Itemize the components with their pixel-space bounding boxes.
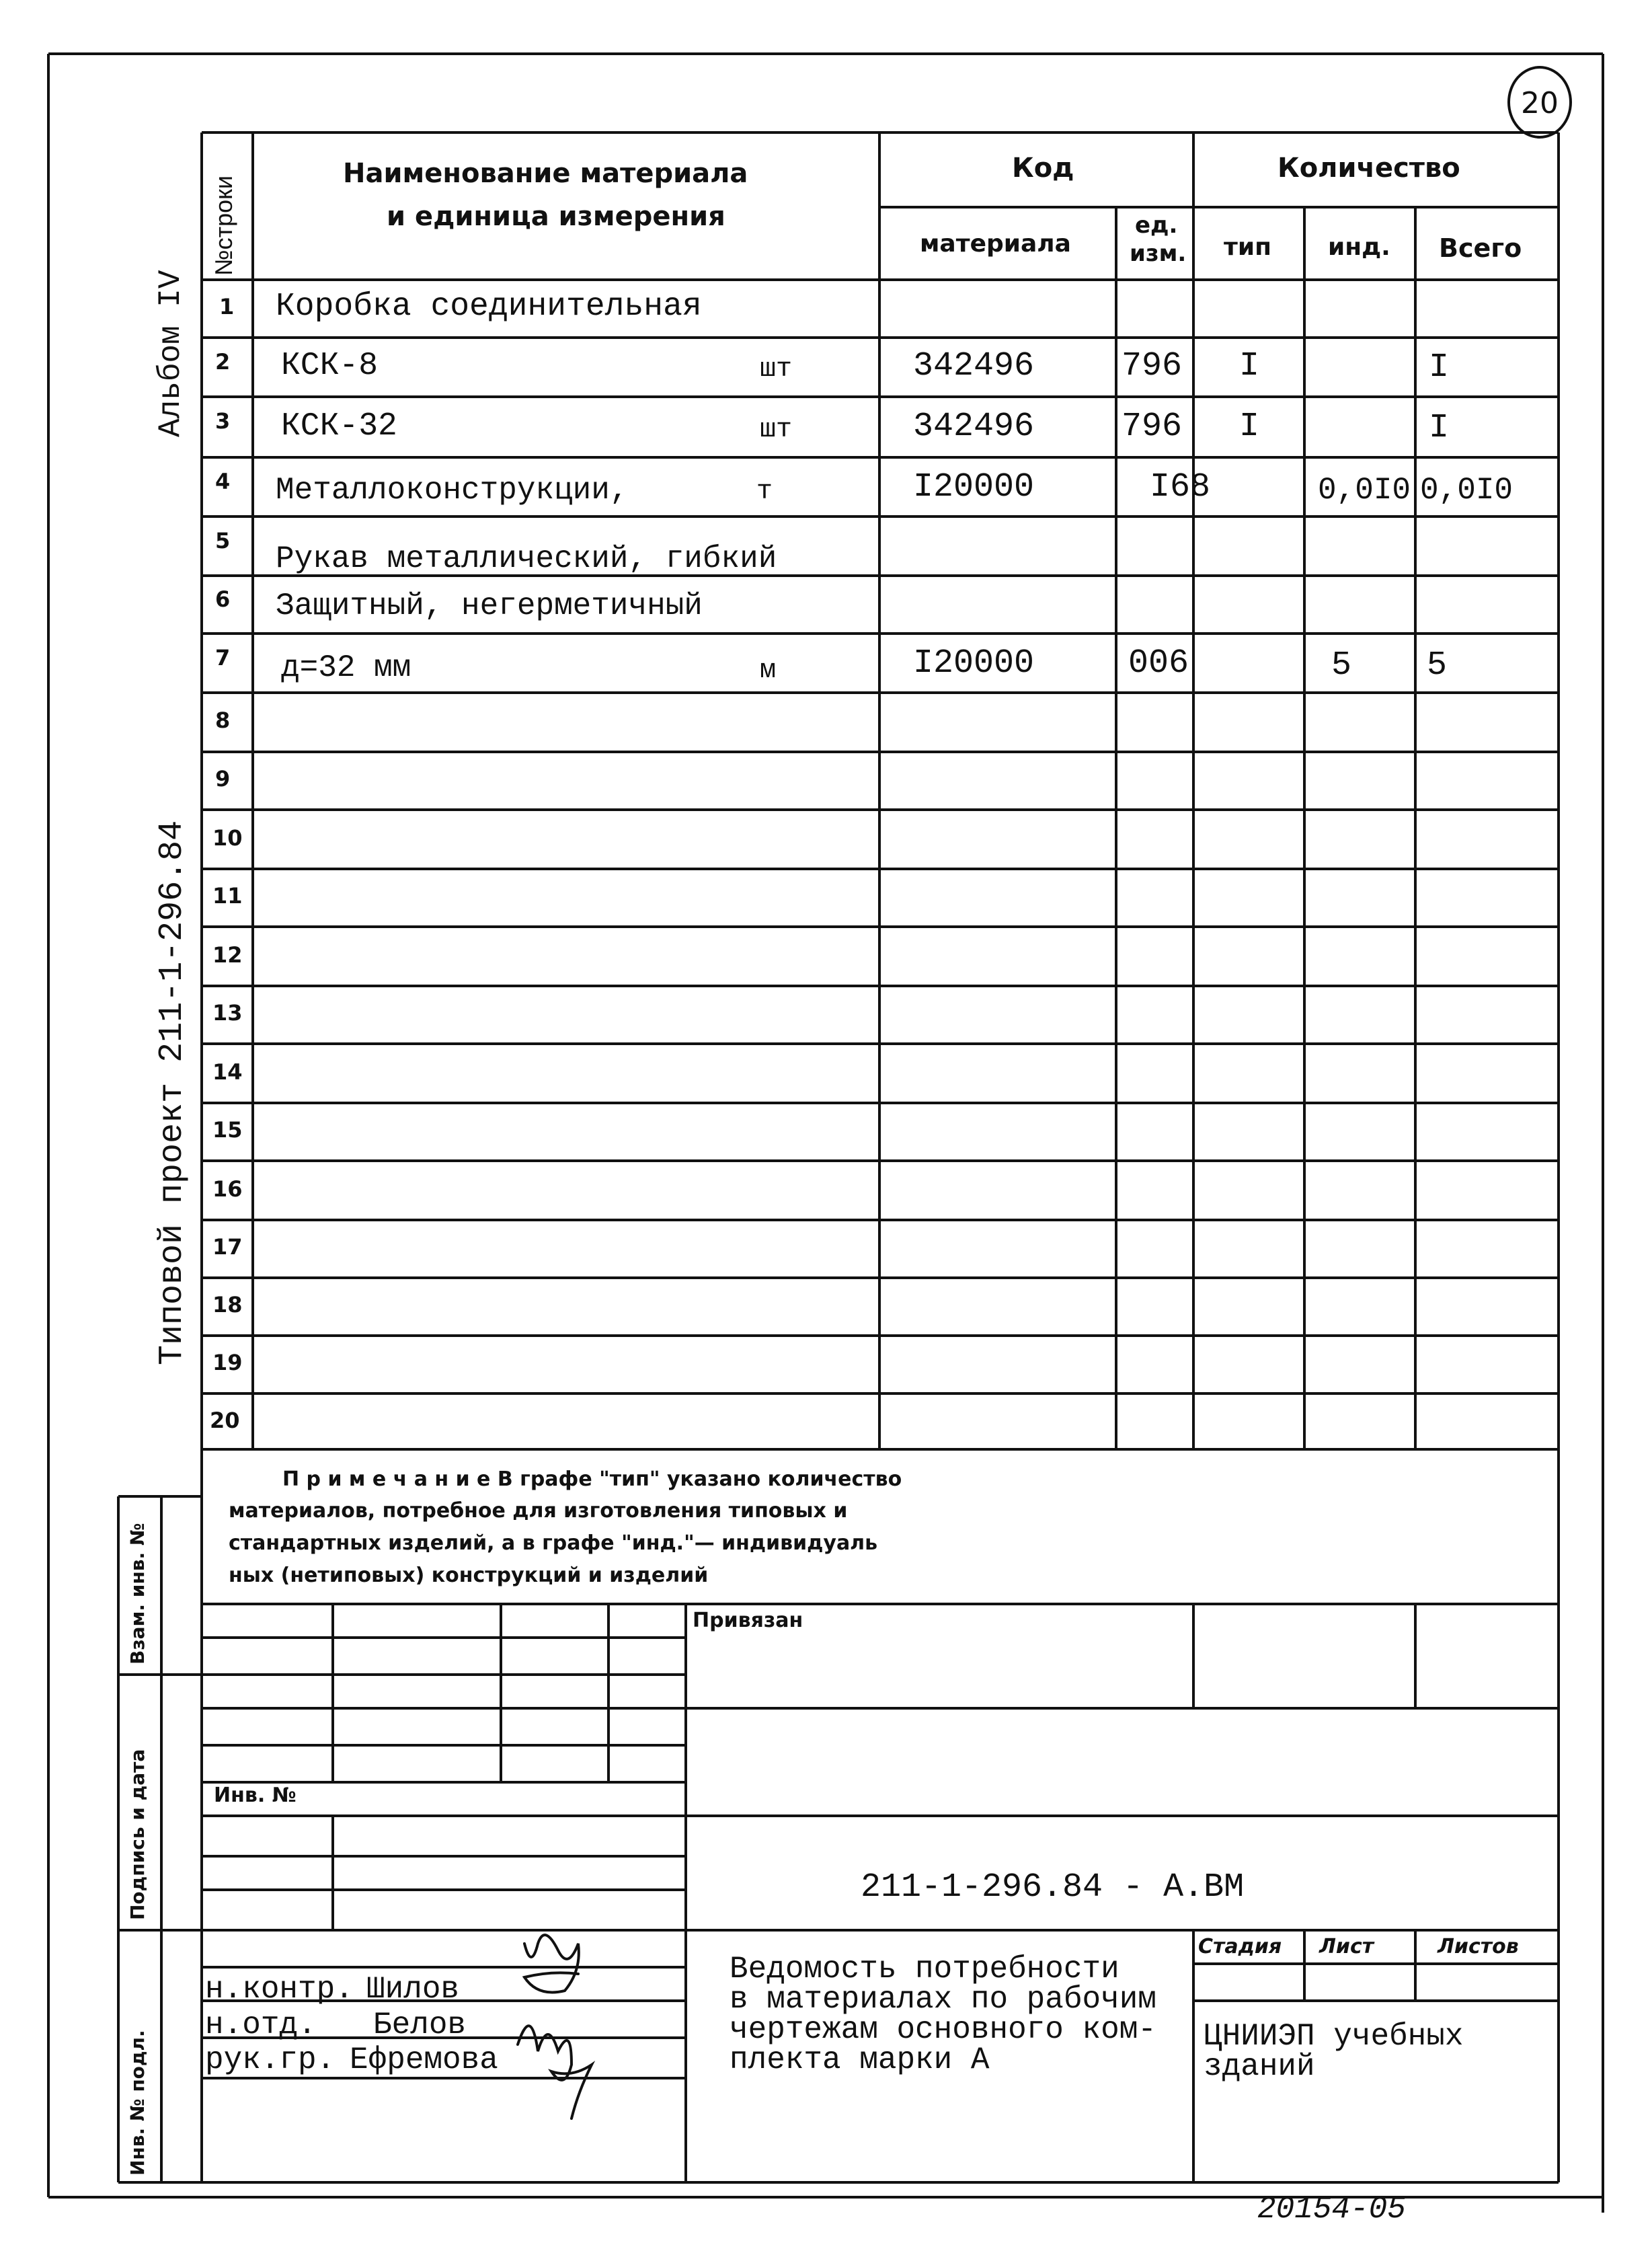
row-num: 2 — [215, 349, 231, 375]
material-code: 342496 — [913, 347, 1035, 385]
signature-shilov — [524, 1935, 579, 1992]
inv-podl-label: Инв. № подл. — [126, 2030, 149, 2176]
row-num: 7 — [215, 645, 231, 671]
qty-type: I — [1239, 408, 1260, 446]
document-code: 211-1-296.84 - А.ВМ — [861, 1868, 1245, 1907]
qty-total: I — [1429, 409, 1450, 447]
name-header-line2: и единица измерения — [387, 201, 725, 232]
material-unit: м — [760, 656, 777, 686]
vzam-inv-label: Взам. инв. № — [126, 1523, 149, 1665]
row-num: 10 — [212, 825, 243, 851]
material-name: КСК-32 — [281, 408, 397, 445]
qty-total: I — [1429, 348, 1450, 387]
sheets-label: Листов — [1438, 1935, 1519, 1958]
row-num: 14 — [212, 1059, 243, 1085]
material-code: I20000 — [913, 644, 1035, 683]
name-header-line1: Наименование материала — [343, 158, 748, 189]
organization-line1: ЦНИИЭП учебных — [1204, 2019, 1464, 2054]
material-name: д=32 мм — [281, 650, 411, 685]
material-code: 342496 — [913, 408, 1035, 446]
sheet-label: Лист — [1319, 1935, 1374, 1958]
row-num: 8 — [215, 708, 231, 733]
material-col-header: материала — [920, 230, 1071, 258]
code-header: Код — [1012, 153, 1074, 184]
quantity-header: Количество — [1277, 153, 1460, 184]
person-name: Белов — [373, 2008, 467, 2042]
row-num: 1 — [219, 294, 235, 319]
qty-total: 5 — [1427, 646, 1448, 685]
row-num: 6 — [215, 586, 231, 612]
qty-type: I — [1239, 347, 1260, 385]
person-role: рук.гр. — [205, 2042, 336, 2077]
organization-line2: зданий — [1204, 2049, 1315, 2084]
row-num: 17 — [212, 1234, 243, 1260]
ind-col-header: инд. — [1328, 233, 1390, 261]
row-num: 12 — [212, 942, 243, 968]
row-num: 9 — [215, 766, 231, 792]
sheet-number: 20 — [1521, 86, 1559, 120]
row-num: 16 — [212, 1176, 243, 1202]
inv-no-label: Инв. № — [214, 1784, 297, 1807]
podpis-data-label: Подпись и дата — [126, 1749, 149, 1920]
material-name: Защитный, негерметичный — [276, 588, 703, 623]
doc-title-line1: Ведомость потребности — [730, 1952, 1119, 1987]
qty-ind: 0,0I0 — [1318, 473, 1411, 508]
row-num: 15 — [212, 1117, 243, 1143]
row-num: 13 — [212, 1000, 243, 1026]
material-unit: шт — [760, 415, 793, 445]
row-num: 5 — [215, 528, 231, 553]
row-num: 4 — [215, 469, 231, 494]
person-role: н.отд. — [205, 2008, 317, 2042]
row-num: 19 — [212, 1350, 243, 1375]
doc-title-line3: чертежам основного ком- — [730, 2012, 1156, 2047]
qty-total: 0,0I0 — [1420, 473, 1513, 508]
material-unit: т — [756, 477, 773, 507]
album-label: Альбом IV — [153, 270, 188, 437]
note-line: материалов, потребное для изготовления типовых и — [229, 1499, 848, 1523]
material-unit: шт — [760, 354, 793, 385]
person-role: н.контр. — [205, 1972, 354, 2007]
signature-efremova — [518, 2026, 592, 2118]
person-name: Шилов — [366, 1972, 460, 2007]
row-num: 11 — [212, 883, 243, 909]
total-col-header: Всего — [1439, 233, 1522, 263]
stage-label: Стадия — [1198, 1935, 1282, 1958]
doc-title-line4: плекта марки А — [730, 2042, 990, 2077]
type-col-header: тип — [1224, 233, 1271, 261]
person-name: Ефремова — [350, 2042, 498, 2077]
row-num: 18 — [212, 1292, 243, 1317]
qty-ind: 5 — [1331, 646, 1352, 685]
archive-number: 20154-05 — [1257, 2192, 1406, 2227]
note-line: П р и м е ч а н и е В графе "тип" указано количество — [282, 1467, 902, 1491]
row-number-header: №строки — [210, 175, 237, 276]
unit-code: 796 — [1122, 347, 1183, 385]
unit-code: 006 — [1128, 644, 1189, 683]
project-label: Типовой проект 211-1-296.84 — [153, 820, 192, 1365]
doc-title-line2: в материалах по рабочим — [730, 1982, 1156, 2017]
row-num: 20 — [210, 1408, 240, 1433]
privyazan-label: Привязан — [693, 1609, 803, 1632]
row-num: 3 — [215, 408, 231, 434]
material-name: Рукав металлический, гибкий — [276, 541, 777, 576]
material-name: Коробка соединительная — [276, 289, 702, 325]
material-name: КСК-8 — [281, 348, 379, 384]
material-name: Металлоконструкции, — [276, 473, 629, 508]
unit-code: 796 — [1122, 408, 1183, 446]
unit-code: I68 — [1150, 468, 1211, 506]
unit-col-header-1: ед. — [1135, 212, 1178, 239]
note-line: стандартных изделий, а в графе "инд."— индивидуаль — [229, 1531, 878, 1555]
note-line: ных (нетиповых) конструкций и изделий — [229, 1564, 709, 1587]
material-code: I20000 — [913, 468, 1035, 506]
unit-col-header-2: изм. — [1130, 240, 1187, 267]
